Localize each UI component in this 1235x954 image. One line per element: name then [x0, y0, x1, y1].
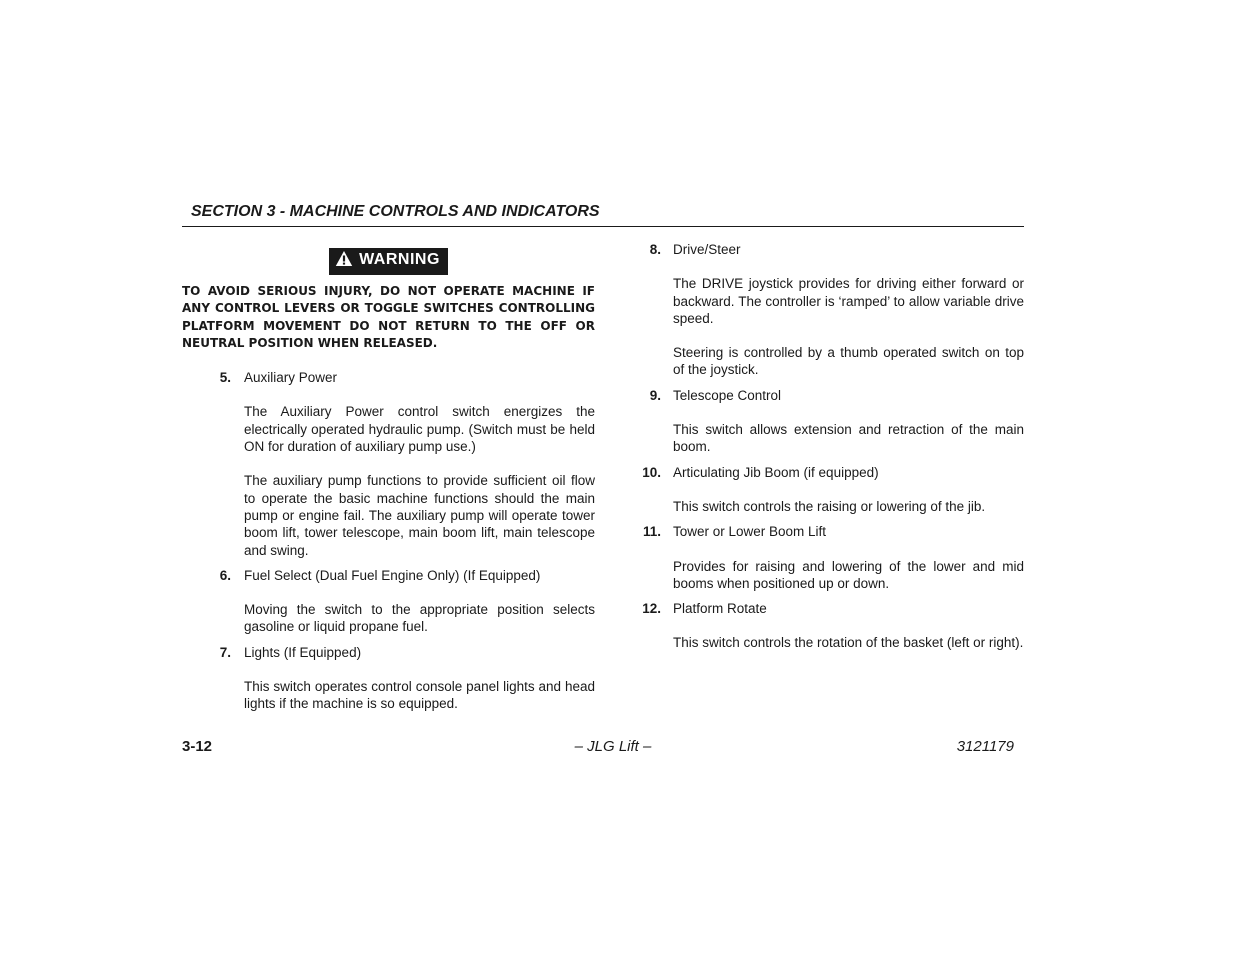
right-items — [640, 241, 1024, 652]
item-paragraph: The DRIVE joystick provides for driving either forward or backward. The controller is ‘ramped’ to allow variable drive speed. — [673, 276, 1024, 326]
item-number: 7. — [219, 644, 231, 660]
list-item — [640, 241, 1024, 379]
item-paragraph: The Auxiliary Power control switch energizes the electrically operated hydraulic pump. (Switch must be held ON for duration of auxiliary pump use.) — [244, 404, 595, 455]
warning-header — [182, 248, 595, 274]
item-title: Fuel Select (Dual Fuel Engine Only) (If Equipped) — [244, 567, 541, 583]
document-number: 3121179 — [956, 738, 1014, 755]
item-title: Platform Rotate — [673, 601, 767, 617]
footer-publisher: – JLG Lift – — [574, 738, 652, 755]
warning-label: WARNING — [359, 251, 440, 268]
warning-text: TO AVOID SERIOUS INJURY, DO NOT OPERATE MACHINE IF ANY CONTROL LEVERS OR TOGGLE SWITCHES CONTROLLING PLATFORM MOVEMENT DO NOT RETURN TO THE OFF OR NEUTRAL POSITION WHEN RELEASED. — [182, 284, 595, 350]
item-paragraph: This switch operates control console panel lights and head lights if the machine is so equipped. — [244, 679, 595, 712]
item-title: Drive/Steer — [673, 242, 741, 257]
manual-page — [182, 0, 1024, 954]
list-item — [182, 644, 595, 713]
page-number: 3-12 — [182, 738, 213, 755]
item-number: 6. — [219, 567, 231, 583]
item-title: Telescope Control — [673, 387, 782, 403]
item-title: Tower or Lower Boom Lift — [673, 524, 827, 540]
left-items — [182, 369, 595, 712]
item-paragraph: Steering is controlled by a thumb operated switch on top of the joystick. — [673, 345, 1024, 378]
list-item — [640, 387, 1024, 456]
item-paragraph: This switch allows extension and retraction of the main boom. — [673, 422, 1024, 455]
item-paragraph: The auxiliary pump functions to provide sufficient oil flow to operate the basic machine functions should the main pump or engine fail. The auxiliary pump will operate tower boom lift, tower telescope, main boom lift, main telescope and swing. — [244, 473, 595, 558]
left-column — [182, 248, 595, 721]
item-number: 5. — [219, 370, 231, 386]
item-title: Articulating Jib Boom (if equipped) — [673, 464, 879, 480]
item-title: Lights (If Equipped) — [244, 644, 362, 660]
item-number: 12. — [642, 601, 661, 617]
item-paragraph: This switch controls the raising or lowering of the jib. — [673, 498, 986, 514]
section-title: SECTION 3 - MACHINE CONTROLS AND INDICATORS — [191, 203, 600, 220]
item-paragraph: Provides for raising and lowering of the lower and mid booms when positioned up or down. — [673, 558, 1024, 591]
item-number: 10. — [642, 464, 661, 480]
header-rule — [182, 226, 1024, 227]
item-number: 9. — [649, 387, 661, 403]
item-number: 11. — [642, 524, 661, 540]
item-number: 8. — [649, 242, 661, 257]
warning-badge — [329, 248, 448, 275]
list-item — [640, 600, 1024, 652]
list-item — [640, 523, 1024, 592]
warning-triangle-icon — [335, 250, 353, 275]
item-paragraph: This switch controls the rotation of the basket (left or right). — [673, 635, 1024, 651]
right-column — [640, 241, 1024, 660]
list-item — [182, 369, 595, 559]
item-paragraph: Moving the switch to the appropriate position selects gasoline or liquid propane fuel. — [244, 602, 595, 635]
item-title: Auxiliary Power — [244, 370, 338, 386]
list-item — [640, 464, 1024, 516]
list-item — [182, 567, 595, 636]
